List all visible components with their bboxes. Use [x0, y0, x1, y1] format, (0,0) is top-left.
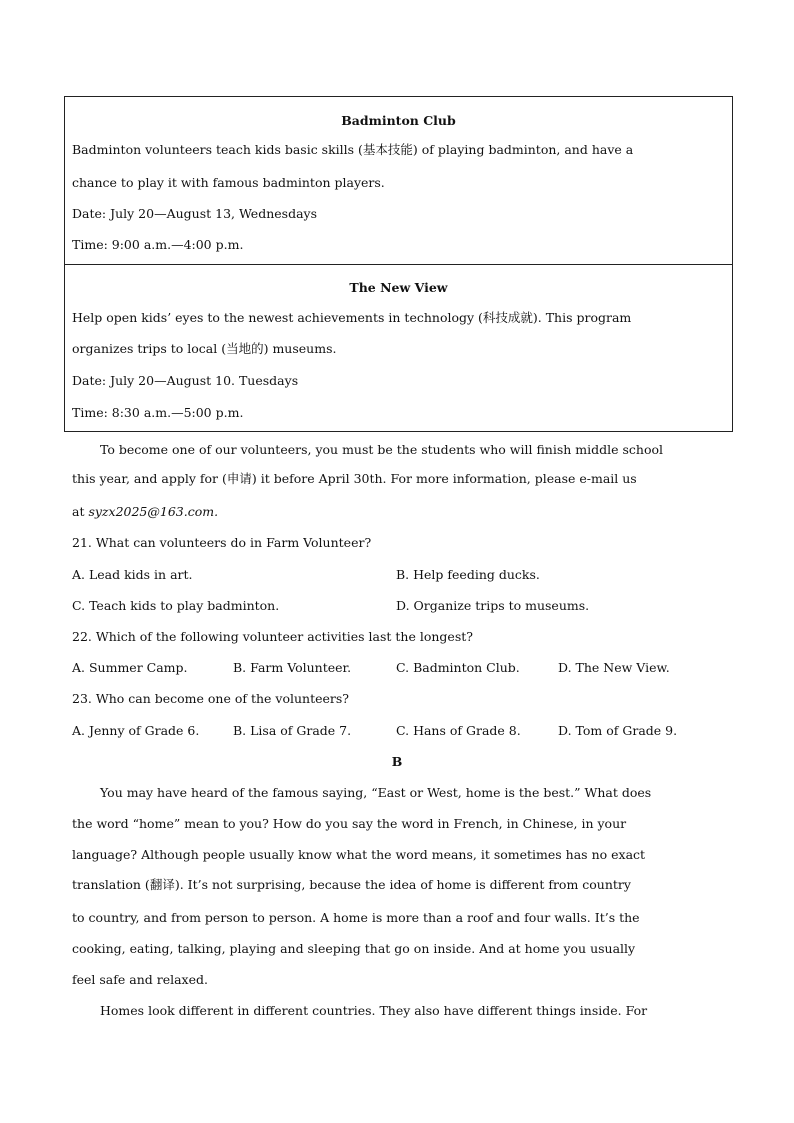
option: C. Badminton Club. — [396, 660, 520, 675]
question-stem: 21. What can volunteers do in Farm Volunteer? — [72, 535, 372, 550]
box-line: chance to play it with famous badminton players. — [72, 175, 385, 190]
option: B. Help feeding ducks. — [396, 567, 540, 582]
box-line: Time: 8:30 a.m.—5:00 p.m. — [72, 405, 244, 420]
paragraph-line: cooking, eating, talking, playing and sleeping that go on inside. And at home you usually — [72, 941, 636, 956]
box-line: organizes trips to local (当地的) museums. — [72, 341, 337, 356]
box-line: Time: 9:00 a.m.—4:00 p.m. — [72, 237, 244, 252]
option: A. Lead kids in art. — [72, 567, 193, 582]
option: D. Organize trips to museums. — [396, 598, 590, 613]
box-line: Help open kids’ eyes to the newest achievements in technology (科技成就). This program — [72, 310, 632, 325]
box-title: The New View — [349, 280, 448, 295]
activity-table — [64, 96, 733, 432]
option: D. The New View. — [558, 660, 670, 675]
paragraph-line: to country, and from person to person. A home is more than a roof and four walls. It’s the — [72, 910, 640, 925]
paragraph-line: language? Although people usually know what the word means, it sometimes has no exact — [72, 847, 646, 862]
option: D. Tom of Grade 9. — [558, 723, 678, 738]
option: B. Farm Volunteer. — [233, 660, 352, 675]
paragraph-line: translation (翻译). It’s not surprising, because the idea of home is different from country — [72, 877, 631, 892]
notice-line: this year, and apply for (申请) it before April 30th. For more information, please e-mail us — [72, 471, 637, 486]
new-view-box — [65, 264, 732, 431]
box-title: Badminton Club — [341, 113, 456, 128]
option: C. Hans of Grade 8. — [396, 723, 521, 738]
box-line: Date: July 20—August 13, Wednesdays — [72, 206, 317, 221]
option: B. Lisa of Grade 7. — [233, 723, 352, 738]
question-stem: 22. Which of the following volunteer activities last the longest? — [72, 629, 473, 644]
notice-line: To become one of our volunteers, you must be the students who will finish middle school — [100, 442, 664, 457]
badminton-club-box — [65, 97, 732, 264]
box-line: Badminton volunteers teach kids basic skills (基本技能) of playing badminton, and have a — [72, 142, 634, 157]
notice-line — [72, 504, 218, 520]
option: A. Jenny of Grade 6. — [72, 723, 200, 738]
email-link[interactable]: syzx2025@163.com. — [88, 504, 219, 519]
option: C. Teach kids to play badminton. — [72, 598, 280, 613]
paragraph-line: You may have heard of the famous saying, “East or West, home is the best.” What does — [100, 785, 652, 800]
option: A. Summer Camp. — [72, 660, 188, 675]
paragraph-line: Homes look different in different countries. They also have different things inside. For — [100, 1003, 648, 1018]
question-stem: 23. Who can become one of the volunteers? — [72, 691, 349, 706]
section-heading: B — [391, 754, 403, 769]
notice-prefix: at — [72, 504, 89, 519]
box-line: Date: July 20—August 10. Tuesdays — [72, 373, 299, 388]
paragraph-line: the word “home” mean to you? How do you say the word in French, in Chinese, in your — [72, 816, 627, 831]
paragraph-line: feel safe and relaxed. — [72, 972, 208, 987]
